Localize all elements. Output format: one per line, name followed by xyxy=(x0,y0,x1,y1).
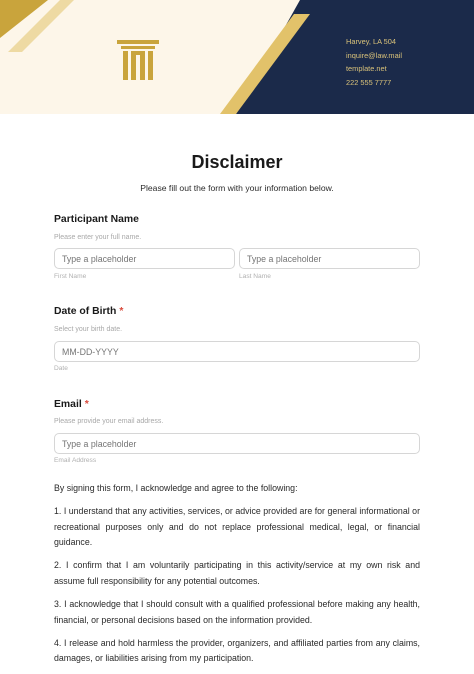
agreement-item-1: 1. I understand that any activities, services, or advice provided are for general informational or recreational purposes only and do not replace professional medical, legal, or financial guidance. xyxy=(54,506,420,548)
contact-block xyxy=(346,35,402,89)
participant-name-label: Participant Name xyxy=(54,214,139,225)
letterhead-header xyxy=(0,0,474,114)
page-title: Disclaimer xyxy=(191,152,283,172)
contact-address: Harvey, LA 504 xyxy=(346,37,396,46)
dob-caption: Date xyxy=(54,365,68,372)
contact-email: inquire@law.mail xyxy=(346,50,402,60)
email-hint: Please provide your email address. xyxy=(54,418,164,425)
email-label-text: Email xyxy=(54,399,82,410)
email-required-mark: * xyxy=(84,399,89,410)
agreement-item-3: 3. I acknowledge that I should consult with a qualified professional before making any health, financial, or personal decisions based on the information provided. xyxy=(54,599,420,625)
pillar-logo-icon xyxy=(117,38,159,82)
first-name-input[interactable] xyxy=(54,248,235,269)
email-caption: Email Address xyxy=(54,457,97,464)
participant-name-hint: Please enter your full name. xyxy=(54,234,142,241)
last-name-caption: Last Name xyxy=(239,273,271,280)
agreement-intro: By signing this form, I acknowledge and agree to the following: xyxy=(54,483,298,493)
agreement-item-4: 4. I release and hold harmless the provider, organizers, and affiliated parties from any claims, damages, or liabilities arising from my participation. xyxy=(54,637,420,664)
last-name-input[interactable] xyxy=(239,248,420,269)
contact-website: template.net xyxy=(346,64,387,73)
first-name-caption: First Name xyxy=(54,273,87,280)
contact-phone: 222 555 7777 xyxy=(346,77,392,87)
agreement-text xyxy=(54,481,420,674)
dob-label xyxy=(54,306,123,317)
email-input[interactable] xyxy=(54,433,420,454)
dob-input[interactable] xyxy=(54,341,420,362)
agreement-item-2: 2. I confirm that I am voluntarily participating in this activity/service at my own risk and assume full responsibility for any potential outcomes. xyxy=(54,560,420,586)
page-subtitle: Please fill out the form with your information below. xyxy=(140,183,334,193)
header-background-shapes xyxy=(0,0,474,114)
dob-label-text: Date of Birth xyxy=(54,306,117,317)
dob-required-mark: * xyxy=(119,306,124,317)
email-label xyxy=(54,399,89,410)
dob-hint: Select your birth date. xyxy=(54,326,123,333)
